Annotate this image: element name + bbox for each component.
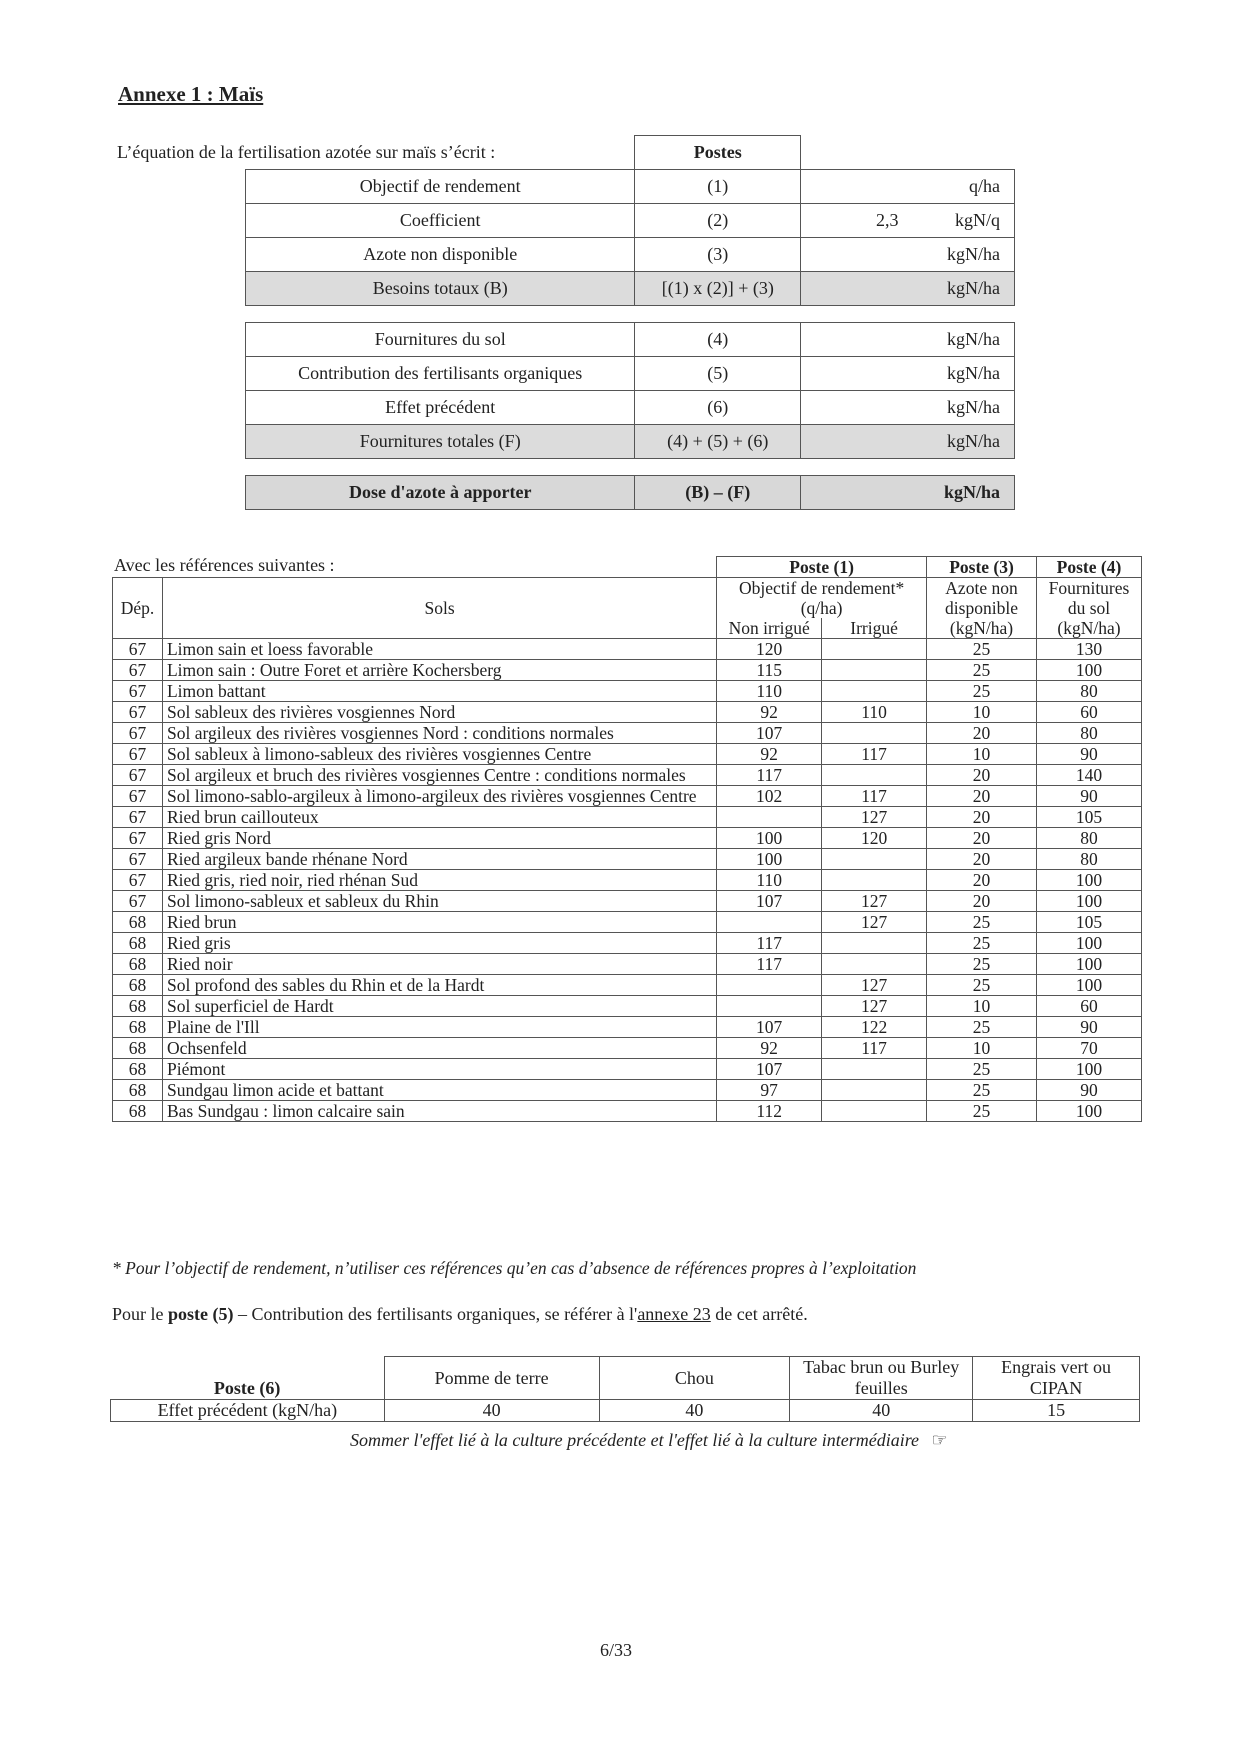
equation-row	[246, 323, 1015, 357]
fournitures-cell: 90	[1036, 1017, 1141, 1038]
dep-cell: 67	[113, 702, 163, 723]
equation-label: Azote non disponible	[246, 238, 635, 272]
page-title: Annexe 1 : Maïs	[118, 82, 264, 106]
non-irrigue-cell	[717, 996, 822, 1017]
poste6-row-label: Effet précédent (kgN/ha)	[111, 1400, 385, 1422]
non-irrigue-cell: 110	[717, 681, 822, 702]
azote-cell: 25	[927, 912, 1037, 933]
table-row	[113, 1101, 1142, 1122]
equation-value	[801, 238, 911, 272]
dep-cell: 67	[113, 828, 163, 849]
equation-row	[246, 170, 1015, 204]
fournitures-cell: 100	[1036, 660, 1141, 681]
non-irrigue-cell: 115	[717, 660, 822, 681]
table-row	[113, 744, 1142, 765]
non-irrigue-cell: 117	[717, 765, 822, 786]
equation-value: 2,3	[801, 204, 911, 238]
sol-cell: Ried gris Nord	[162, 828, 716, 849]
equation-unit: kgN/ha	[911, 425, 1015, 459]
dep-cell: 68	[113, 1101, 163, 1122]
irrigue-cell: 127	[822, 975, 927, 996]
sol-cell: Plaine de l'Ill	[162, 1017, 716, 1038]
irrigue-cell	[822, 870, 927, 891]
equation-label: Fournitures totales (F)	[246, 425, 635, 459]
dose-unit: kgN/ha	[911, 476, 1015, 510]
equation-poste: [(1) x (2)] + (3)	[635, 272, 801, 306]
table-row	[113, 1017, 1142, 1038]
references-table	[112, 556, 1142, 1122]
sommer-note	[350, 1430, 948, 1451]
poste3-header: Poste (3)	[927, 557, 1037, 578]
equation-row	[246, 238, 1015, 272]
fournitures-cell: 100	[1036, 954, 1141, 975]
objectif-header: Objectif de rendement* (q/ha)	[717, 578, 927, 619]
dep-cell: 67	[113, 765, 163, 786]
table-row	[113, 1038, 1142, 1059]
poste6-table	[110, 1356, 1140, 1422]
irrigue-cell	[822, 1080, 927, 1101]
equation-poste: (1)	[635, 170, 801, 204]
poste5-post: de cet arrêté.	[710, 1304, 808, 1324]
irrigue-cell: 127	[822, 912, 927, 933]
table-row	[113, 870, 1142, 891]
sols-header: Sols	[162, 578, 716, 639]
equation-label: Effet précédent	[246, 391, 635, 425]
table-row	[113, 807, 1142, 828]
poste6-header: Poste (6)	[111, 1357, 385, 1400]
dep-header: Dép.	[113, 578, 163, 639]
fournitures-cell: 100	[1036, 933, 1141, 954]
irrigue-header: Irrigué	[822, 618, 927, 639]
non-irrigue-cell: 117	[717, 933, 822, 954]
non-irrigue-cell: 110	[717, 870, 822, 891]
irrigue-cell: 120	[822, 828, 927, 849]
equation-table	[245, 135, 1015, 510]
irrigue-cell	[822, 1101, 927, 1122]
non-irrigue-cell: 100	[717, 849, 822, 870]
irrigue-cell: 117	[822, 786, 927, 807]
table-row	[113, 639, 1142, 660]
dep-cell: 67	[113, 891, 163, 912]
sol-cell: Sol sableux à limono-sableux des rivières vosgiennes Centre	[162, 744, 716, 765]
sol-cell: Sol argileux des rivières vosgiennes Nord : conditions normales	[162, 723, 716, 744]
dep-cell: 68	[113, 996, 163, 1017]
equation-poste: (3)	[635, 238, 801, 272]
table-row	[113, 1080, 1142, 1101]
azote-cell: 25	[927, 639, 1037, 660]
fournitures-header: Fournitures du sol (kgN/ha)	[1036, 578, 1141, 639]
non-irrigue-header: Non irrigué	[717, 618, 822, 639]
sol-cell: Sol profond des sables du Rhin et de la Hardt	[162, 975, 716, 996]
table-row	[113, 786, 1142, 807]
non-irrigue-cell: 102	[717, 786, 822, 807]
table-row	[113, 660, 1142, 681]
non-irrigue-cell: 107	[717, 723, 822, 744]
sol-cell: Ried gris	[162, 933, 716, 954]
sol-cell: Sol sableux des rivières vosgiennes Nord	[162, 702, 716, 723]
irrigue-cell	[822, 660, 927, 681]
irrigue-cell: 110	[822, 702, 927, 723]
dep-cell: 67	[113, 786, 163, 807]
non-irrigue-cell: 92	[717, 702, 822, 723]
irrigue-cell: 127	[822, 996, 927, 1017]
sol-cell: Limon battant	[162, 681, 716, 702]
dep-cell: 67	[113, 723, 163, 744]
azote-cell: 20	[927, 765, 1037, 786]
equation-label: Coefficient	[246, 204, 635, 238]
irrigue-cell	[822, 849, 927, 870]
fournitures-cell: 80	[1036, 681, 1141, 702]
fournitures-cell: 60	[1036, 996, 1141, 1017]
azote-cell: 20	[927, 849, 1037, 870]
fournitures-cell: 80	[1036, 828, 1141, 849]
equation-unit: q/ha	[911, 170, 1015, 204]
non-irrigue-cell	[717, 975, 822, 996]
non-irrigue-cell: 107	[717, 1059, 822, 1080]
equation-poste: (5)	[635, 357, 801, 391]
table-row	[113, 954, 1142, 975]
postes-header: Postes	[635, 136, 801, 170]
table-row	[113, 702, 1142, 723]
non-irrigue-cell: 100	[717, 828, 822, 849]
sol-cell: Sol limono-sableux et sableux du Rhin	[162, 891, 716, 912]
non-irrigue-cell: 120	[717, 639, 822, 660]
fournitures-cell: 70	[1036, 1038, 1141, 1059]
dep-cell: 68	[113, 912, 163, 933]
azote-cell: 25	[927, 1080, 1037, 1101]
non-irrigue-cell	[717, 807, 822, 828]
poste6-value: 40	[790, 1400, 973, 1422]
irrigue-cell	[822, 765, 927, 786]
fournitures-cell: 100	[1036, 891, 1141, 912]
irrigue-cell	[822, 723, 927, 744]
irrigue-cell	[822, 933, 927, 954]
sol-cell: Limon sain : Outre Foret et arrière Kochersberg	[162, 660, 716, 681]
poste6-col: Chou	[599, 1357, 790, 1400]
azote-cell: 10	[927, 1038, 1037, 1059]
equation-label: Objectif de rendement	[246, 170, 635, 204]
equation-label: Contribution des fertilisants organiques	[246, 357, 635, 391]
table-row	[113, 996, 1142, 1017]
poste6-value: 15	[973, 1400, 1140, 1422]
sol-cell: Ried gris, ried noir, ried rhénan Sud	[162, 870, 716, 891]
azote-cell: 20	[927, 870, 1037, 891]
poste6-value: 40	[384, 1400, 599, 1422]
equation-poste: (2)	[635, 204, 801, 238]
irrigue-cell	[822, 681, 927, 702]
equation-value	[801, 272, 911, 306]
equation-header-row	[246, 136, 1015, 170]
azote-cell: 25	[927, 933, 1037, 954]
sol-cell: Bas Sundgau : limon calcaire sain	[162, 1101, 716, 1122]
fournitures-cell: 105	[1036, 807, 1141, 828]
sol-cell: Sol superficiel de Hardt	[162, 996, 716, 1017]
irrigue-cell: 122	[822, 1017, 927, 1038]
fournitures-cell: 140	[1036, 765, 1141, 786]
azote-cell: 10	[927, 702, 1037, 723]
fournitures-cell: 105	[1036, 912, 1141, 933]
fournitures-totales-row	[246, 425, 1015, 459]
besoins-totaux-row	[246, 272, 1015, 306]
sol-cell: Ochsenfeld	[162, 1038, 716, 1059]
table-row	[113, 891, 1142, 912]
equation-label: Fournitures du sol	[246, 323, 635, 357]
poste6-col: Tabac brun ou Burley feuilles	[790, 1357, 973, 1400]
equation-unit: kgN/ha	[911, 391, 1015, 425]
non-irrigue-cell: 92	[717, 744, 822, 765]
irrigue-cell: 127	[822, 891, 927, 912]
poste6-col: Engrais vert ou CIPAN	[973, 1357, 1140, 1400]
dose-poste: (B) – (F)	[635, 476, 801, 510]
azote-cell: 10	[927, 996, 1037, 1017]
table-row	[113, 912, 1142, 933]
sommer-text: Sommer l'effet lié à la culture précédente et l'effet lié à la culture intermédiaire	[350, 1430, 920, 1450]
equation-value	[801, 170, 911, 204]
equation-unit: kgN/ha	[911, 272, 1015, 306]
azote-cell: 20	[927, 786, 1037, 807]
dep-cell: 67	[113, 681, 163, 702]
fournitures-cell: 90	[1036, 744, 1141, 765]
equation-poste: (4)	[635, 323, 801, 357]
azote-cell: 20	[927, 807, 1037, 828]
fournitures-cell: 80	[1036, 723, 1141, 744]
azote-cell: 25	[927, 1059, 1037, 1080]
non-irrigue-cell: 117	[717, 954, 822, 975]
azote-cell: 25	[927, 954, 1037, 975]
azote-header: Azote non disponible (kgN/ha)	[927, 578, 1037, 639]
azote-cell: 25	[927, 681, 1037, 702]
sol-cell: Limon sain et loess favorable	[162, 639, 716, 660]
azote-cell: 20	[927, 723, 1037, 744]
azote-cell: 25	[927, 1017, 1037, 1038]
dep-cell: 68	[113, 1059, 163, 1080]
sol-cell: Sol argileux et bruch des rivières vosgiennes Centre : conditions normales	[162, 765, 716, 786]
table-row	[113, 723, 1142, 744]
sol-cell: Ried noir	[162, 954, 716, 975]
fournitures-cell: 90	[1036, 786, 1141, 807]
non-irrigue-cell: 97	[717, 1080, 822, 1101]
fournitures-cell: 100	[1036, 870, 1141, 891]
dep-cell: 68	[113, 1080, 163, 1101]
non-irrigue-cell: 107	[717, 1017, 822, 1038]
irrigue-cell	[822, 1059, 927, 1080]
azote-cell: 25	[927, 1101, 1037, 1122]
irrigue-cell	[822, 639, 927, 660]
non-irrigue-cell	[717, 912, 822, 933]
dep-cell: 67	[113, 807, 163, 828]
non-irrigue-cell: 107	[717, 891, 822, 912]
references-intro: Avec les références suivantes :	[114, 555, 335, 575]
annexe-link[interactable]: annexe 23	[637, 1304, 711, 1324]
fournitures-cell: 60	[1036, 702, 1141, 723]
dep-cell: 67	[113, 660, 163, 681]
dep-cell: 68	[113, 1017, 163, 1038]
sol-cell: Sol limono-sablo-argileux à limono-argileux des rivières vosgiennes Centre	[162, 786, 716, 807]
equation-row	[246, 357, 1015, 391]
table-row	[113, 933, 1142, 954]
equation-row	[246, 391, 1015, 425]
pointing-hand-icon: ☞	[931, 1430, 948, 1450]
table-row	[113, 765, 1142, 786]
sol-cell: Sundgau limon acide et battant	[162, 1080, 716, 1101]
dep-cell: 67	[113, 849, 163, 870]
fournitures-cell: 130	[1036, 639, 1141, 660]
fournitures-cell: 100	[1036, 975, 1141, 996]
table-row	[113, 1059, 1142, 1080]
sol-cell: Ried brun	[162, 912, 716, 933]
equation-label: Besoins totaux (B)	[246, 272, 635, 306]
irrigue-cell: 117	[822, 744, 927, 765]
azote-cell: 25	[927, 975, 1037, 996]
fournitures-cell: 100	[1036, 1059, 1141, 1080]
azote-cell: 10	[927, 744, 1037, 765]
page-number: 6/33	[600, 1640, 633, 1660]
poste6-value: 40	[599, 1400, 790, 1422]
irrigue-cell: 117	[822, 1038, 927, 1059]
equation-unit: kgN/ha	[911, 323, 1015, 357]
poste5-pre: Pour le	[112, 1304, 168, 1324]
equation-intro: L’équation de la fertilisation azotée sur maïs s’écrit :	[117, 142, 496, 162]
azote-cell: 20	[927, 891, 1037, 912]
sol-cell: Ried brun caillouteux	[162, 807, 716, 828]
poste6-col: Pomme de terre	[384, 1357, 599, 1400]
footnote: * Pour l’objectif de rendement, n’utiliser ces références qu’en cas d’absence de références propres à l’exploitation	[112, 1258, 917, 1278]
poste5-note	[112, 1304, 808, 1325]
irrigue-cell	[822, 954, 927, 975]
dep-cell: 68	[113, 933, 163, 954]
poste5-bold: poste (5)	[168, 1304, 234, 1324]
equation-unit: kgN/q	[911, 204, 1015, 238]
dep-cell: 68	[113, 1038, 163, 1059]
dep-cell: 68	[113, 975, 163, 996]
non-irrigue-cell: 112	[717, 1101, 822, 1122]
equation-poste: (4) + (5) + (6)	[635, 425, 801, 459]
table-row	[113, 828, 1142, 849]
dep-cell: 67	[113, 639, 163, 660]
dep-cell: 67	[113, 870, 163, 891]
equation-poste: (6)	[635, 391, 801, 425]
equation-unit: kgN/ha	[911, 357, 1015, 391]
table-row	[113, 975, 1142, 996]
table-row	[113, 849, 1142, 870]
fournitures-cell: 100	[1036, 1101, 1141, 1122]
dep-cell: 67	[113, 744, 163, 765]
poste1-header: Poste (1)	[717, 557, 927, 578]
irrigue-cell: 127	[822, 807, 927, 828]
dose-row	[246, 476, 1015, 510]
azote-cell: 20	[927, 828, 1037, 849]
azote-cell: 25	[927, 660, 1037, 681]
equation-row	[246, 204, 1015, 238]
poste4-header: Poste (4)	[1036, 557, 1141, 578]
sol-cell: Piémont	[162, 1059, 716, 1080]
sol-cell: Ried argileux bande rhénane Nord	[162, 849, 716, 870]
dose-label: Dose d'azote à apporter	[246, 476, 635, 510]
table-row	[113, 681, 1142, 702]
equation-unit: kgN/ha	[911, 238, 1015, 272]
dep-cell: 68	[113, 954, 163, 975]
fournitures-cell: 80	[1036, 849, 1141, 870]
non-irrigue-cell: 92	[717, 1038, 822, 1059]
poste5-mid: – Contribution des fertilisants organiques, se référer à l'	[233, 1304, 638, 1324]
fournitures-cell: 90	[1036, 1080, 1141, 1101]
